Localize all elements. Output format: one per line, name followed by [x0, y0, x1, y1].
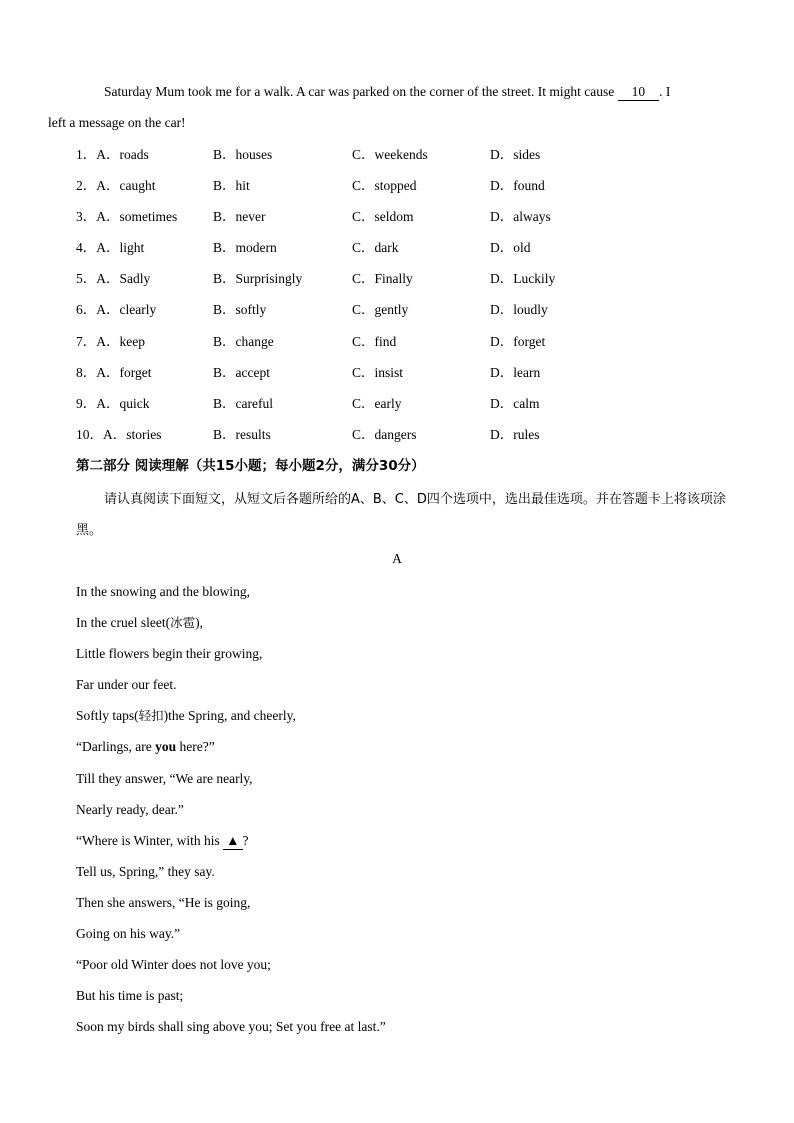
option-b: B．careful — [213, 395, 273, 411]
option-a: 6．A．clearly — [76, 302, 157, 318]
options-list — [76, 139, 726, 450]
option-c: C．dangers — [352, 426, 417, 442]
option-b: B．results — [213, 426, 271, 442]
option-c: C．seldom — [352, 209, 414, 225]
option-c: C．stopped — [352, 178, 417, 194]
poem-line: Nearly ready, dear.” — [76, 801, 184, 817]
option-row — [76, 139, 726, 170]
option-c: C．insist — [352, 364, 404, 380]
option-b: B．Surprisingly — [213, 271, 303, 287]
poem-line: “Poor old Winter does not love you; — [76, 957, 271, 973]
option-d: D．Luckily — [490, 271, 556, 287]
option-a: 8．A．forget — [76, 364, 152, 380]
option-a: 1．A．roads — [76, 147, 149, 162]
poem-line: Going on his way.” — [76, 926, 181, 942]
option-a: 3．A．sometimes — [76, 209, 178, 225]
poem-line: Soon my birds shall sing above you; Set you free at last.” — [76, 1019, 386, 1035]
gloss: 冰雹 — [170, 615, 196, 631]
option-b: B．change — [213, 333, 274, 349]
option-c: C．Finally — [352, 271, 413, 287]
poem-line: In the snowing and the blowing, — [76, 584, 250, 599]
option-b: B．never — [213, 209, 266, 225]
option-a: 7．A．keep — [76, 333, 145, 349]
poem-line: Far under our feet. — [76, 677, 177, 693]
cloze-blank-10: 10 — [618, 84, 660, 101]
cloze-passage-end — [48, 76, 726, 138]
poem — [76, 576, 726, 1042]
option-b: B．modern — [213, 240, 277, 256]
option-b: B．hit — [213, 178, 250, 194]
option-row — [76, 201, 726, 232]
poem-line: In the cruel sleet(冰雹), — [76, 615, 203, 631]
option-row — [76, 388, 726, 419]
option-a: 9．A．quick — [76, 395, 150, 411]
option-d: D．calm — [490, 395, 540, 411]
option-d: D．loudly — [490, 302, 548, 318]
option-a: 10．A．stories — [76, 426, 162, 442]
option-row — [76, 419, 726, 450]
option-row — [76, 232, 726, 263]
option-d: D．always — [490, 209, 551, 225]
option-b: B．softly — [213, 302, 267, 318]
option-row — [76, 326, 726, 357]
option-c: C．early — [352, 395, 402, 411]
poem-line: “Where is Winter, with his ▲ ? — [76, 832, 249, 848]
option-b: B．houses — [213, 147, 273, 162]
cloze-text: Saturday Mum took me for a walk. A car was parked on the corner of the street. It might cause — [104, 84, 615, 99]
option-c: C．weekends — [352, 147, 428, 162]
poem-line: But his time is past; — [76, 988, 184, 1004]
poem-line: Then she answers, “He is going, — [76, 894, 251, 910]
passage-label: A — [392, 551, 402, 566]
option-d: D．learn — [490, 364, 541, 380]
poem-line: “Darlings, are you here?” — [76, 739, 215, 755]
poem-line: Till they answer, “We are nearly, — [76, 770, 253, 786]
section-heading: 第二部分 阅读理解（共15小题；每小题2分，满分30分） — [76, 458, 425, 474]
poem-line: Softly taps(轻扣)the Spring, and cheerly, — [76, 708, 296, 724]
poem-line: Little flowers begin their growing, — [76, 646, 263, 662]
option-b: B．accept — [213, 364, 270, 380]
option-row — [76, 294, 726, 325]
option-c: C．dark — [352, 240, 399, 256]
option-c: C．gently — [352, 302, 409, 318]
poem-blank: ▲ — [223, 833, 242, 850]
option-c: C．find — [352, 333, 397, 349]
option-d: D．old — [490, 240, 531, 256]
gloss: 轻扣 — [138, 708, 164, 724]
option-d: D．rules — [490, 426, 540, 442]
option-row — [76, 357, 726, 388]
emphasis: you — [155, 739, 177, 755]
section-instruction: 请认真阅读下面短文，从短文后各题所给的A、B、C、D四个选项中，选出最佳选项。并在答题卡上将该项涂黑。 — [76, 492, 726, 538]
option-d: D．found — [490, 178, 545, 194]
option-d: D．forget — [490, 333, 546, 349]
cloze-text-line2: left a message on the car! — [48, 115, 186, 130]
option-row — [76, 263, 726, 294]
option-a: 4．A．light — [76, 240, 145, 256]
option-d: D．sides — [490, 147, 541, 162]
option-row — [76, 170, 726, 201]
cloze-text-end: . I — [659, 84, 671, 99]
poem-line: Tell us, Spring,” they say. — [76, 863, 215, 879]
option-a: 5．A．Sadly — [76, 271, 151, 287]
option-a: 2．A．caught — [76, 178, 156, 194]
